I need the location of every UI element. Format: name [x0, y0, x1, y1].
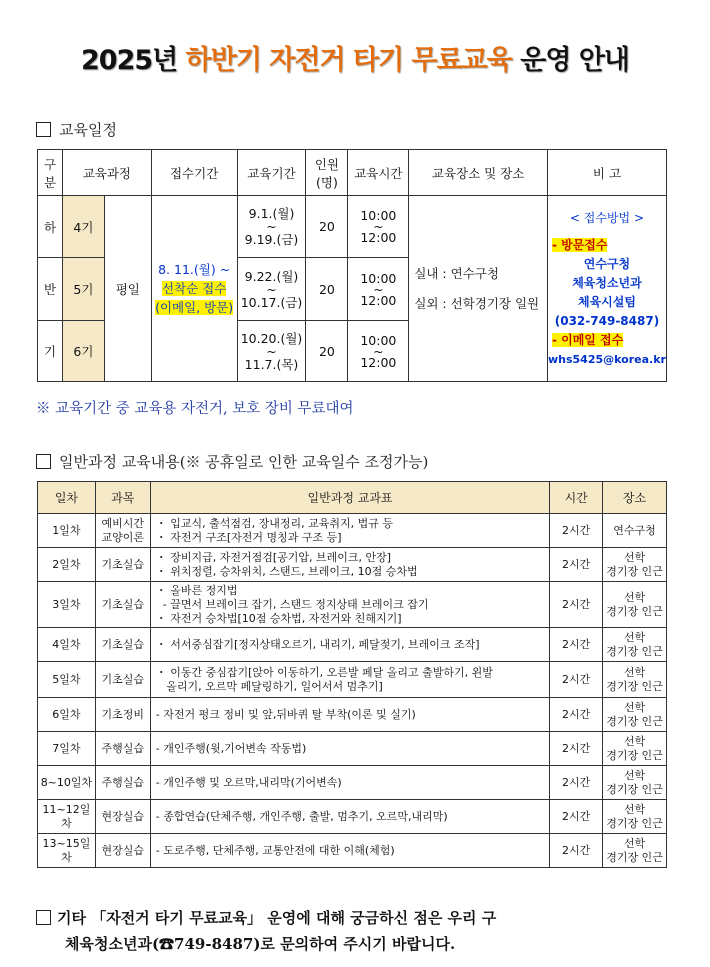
- gi-cell: 4기: [62, 196, 104, 258]
- location-cell: [603, 662, 667, 698]
- hours-cell: 2시간: [550, 698, 603, 732]
- content-line: - 개인주행(윗,기어변속 작동법): [155, 741, 307, 755]
- period-cell: [237, 321, 306, 382]
- content-line: - 끌면서 브레이크 잡기, 스탠드 정지상태 브레이크 잡기: [155, 597, 429, 611]
- location-cell: [603, 582, 667, 628]
- remarks-visit-place2: 체육청소년과: [572, 275, 642, 290]
- title-accent: 하반기 자전거 타기 무료교육: [185, 45, 512, 76]
- curriculum-row: [38, 662, 667, 698]
- hours-cell: 2시간: [550, 628, 603, 662]
- location-line: 경기장 인근: [606, 782, 663, 796]
- gi-cell: 5기: [62, 258, 104, 321]
- hours-cell: 2시간: [550, 514, 603, 548]
- content-line: 올리기, 오르막 페달링하기, 일어서서 멈추기]: [155, 679, 383, 693]
- subject-cell: [95, 800, 150, 834]
- location-line: 경기장 인근: [606, 816, 663, 830]
- subject-cell: [95, 766, 150, 800]
- curriculum-row: [38, 698, 667, 732]
- header-capacity-label: 인원(명): [314, 156, 339, 190]
- content-line: ・ 서서중심잡기[정지상태오르기, 내리기, 페달젖기, 브레이크 조작]: [155, 637, 480, 651]
- subject-line: 기초정비: [101, 707, 145, 721]
- header-course-label: 교육과정: [82, 165, 131, 181]
- location-cell: [603, 834, 667, 868]
- place-indoor: 실내 : 연수구청: [414, 265, 499, 281]
- day-cell: 8~10일차: [38, 766, 96, 800]
- gi-cell: 6기: [62, 321, 104, 382]
- subject-cell: [95, 662, 150, 698]
- content-cell: [150, 548, 550, 582]
- day-cell: 4일차: [38, 628, 96, 662]
- curriculum-row: [38, 834, 667, 868]
- header-period-label: 교육기간: [247, 165, 296, 181]
- subject-line: 예비시간: [101, 516, 145, 530]
- header-course: [62, 150, 151, 196]
- remarks-visit: - 방문접수: [551, 237, 608, 252]
- curriculum-row: [38, 514, 667, 548]
- section-curriculum-heading: [36, 451, 428, 472]
- curriculum-row: [38, 628, 667, 662]
- subject-line: 기초실습: [101, 597, 145, 611]
- equipment-note: ※ 교육기간 중 교육용 자전거, 보호 장비 무료대여: [36, 401, 354, 417]
- day-cell: 3일차: [38, 582, 96, 628]
- checkbox-icon: [36, 910, 51, 925]
- location-cell: [603, 732, 667, 766]
- reception-date: 8. 11.(월) ~: [158, 262, 231, 277]
- time-tilde: ~: [373, 281, 384, 297]
- period-start: 10.20.(월): [240, 330, 303, 346]
- day-cell: 7일차: [38, 732, 96, 766]
- title-year: 2025년: [81, 45, 178, 76]
- remarks-phone: (032-749-8487): [554, 313, 660, 328]
- subject-line: 기초실습: [101, 637, 145, 651]
- location-cell: [603, 800, 667, 834]
- header-hours: 시간: [550, 482, 603, 514]
- place-cell: [409, 196, 548, 382]
- location-line: 경기장 인근: [606, 850, 663, 864]
- gubun-cell: 기: [38, 321, 63, 382]
- time-cell: [348, 196, 409, 258]
- reception-cell: [151, 196, 237, 382]
- content-line: ・ 입교식, 출석점검, 장내정리, 교육취지, 법규 등: [155, 516, 393, 530]
- content-line: ・ 장비지급, 자전거점검[공기압, 브레이크, 안장]: [155, 550, 392, 564]
- content-cell: [150, 698, 550, 732]
- subject-line: 현장실습: [101, 809, 145, 823]
- header-place: [409, 150, 548, 196]
- remarks-email[interactable]: whs5425@korea.kr: [547, 352, 666, 366]
- header-capacity: [306, 150, 348, 196]
- time-start: 10:00: [360, 332, 397, 348]
- content-cell: [150, 732, 550, 766]
- header-location: 장소: [603, 482, 667, 514]
- subject-cell: [95, 628, 150, 662]
- time-end: 12:00: [360, 230, 397, 245]
- location-line: 선학: [623, 802, 646, 816]
- content-cell: [150, 800, 550, 834]
- remarks-visit-place3: 체육시설팀: [577, 294, 636, 309]
- period-end: 11.7.(목): [244, 356, 299, 372]
- header-gubun-label: 구분: [43, 156, 57, 190]
- header-content: 일반과정 교과표: [150, 482, 550, 514]
- schedule-row-4: [38, 196, 667, 258]
- hours-cell: 2시간: [550, 582, 603, 628]
- day-cell: 13~15일차: [38, 834, 96, 868]
- location-line: 경기장 인근: [606, 604, 663, 618]
- subject-line: 기초실습: [101, 672, 145, 686]
- time-cell: [348, 321, 409, 382]
- hours-cell: 2시간: [550, 834, 603, 868]
- page-title: [0, 38, 710, 77]
- day-cell: 11~12일차: [38, 800, 96, 834]
- course-type-cell: 평일: [104, 196, 151, 382]
- content-line: ・ 이동간 중심잡기[앉아 이동하기, 오른발 페달 올리고 출발하기, 왼발: [155, 665, 493, 679]
- footer-line1: 기타 「자전거 타기 무료교육」 운영에 대해 궁금하신 점은 우리 구: [57, 909, 497, 927]
- location-line: 선학: [623, 734, 646, 748]
- hours-cell: 2시간: [550, 766, 603, 800]
- content-line: ・ 올바른 정지법: [155, 583, 238, 597]
- footer-line2: 체육청소년과(☎749-8487)로 문의하여 주시기 바랍니다.: [65, 935, 456, 953]
- reception-method: (이메일, 방문): [155, 300, 234, 315]
- content-line: - 종합연습(단체주행, 개인주행, 출발, 멈추기, 오르막,내리막): [155, 809, 448, 823]
- content-cell: [150, 628, 550, 662]
- remarks-method-title: < 접수방법 >: [569, 210, 645, 225]
- hours-cell: 2시간: [550, 800, 603, 834]
- location-cell: [603, 698, 667, 732]
- period-tilde: ~: [266, 281, 277, 297]
- curriculum-table: [37, 481, 667, 868]
- hours-cell: 2시간: [550, 548, 603, 582]
- location-line: 선학: [623, 700, 646, 714]
- gubun-cell: 하: [38, 196, 63, 258]
- curriculum-body: [38, 514, 667, 868]
- location-cell: [603, 548, 667, 582]
- capacity-cell: 20: [306, 321, 348, 382]
- period-tilde: ~: [266, 343, 277, 359]
- location-cell: [603, 628, 667, 662]
- content-line: ・ 자전거 구조[자전거 명칭과 구조 등]: [155, 530, 342, 544]
- header-reception: [151, 150, 237, 196]
- content-cell: [150, 834, 550, 868]
- location-line: 선학: [623, 768, 646, 782]
- location-line: 선학: [623, 836, 646, 850]
- content-line: ・ 위치정렬, 승차위치, 스탠드, 브레이크, 10점 승차법: [155, 564, 418, 578]
- curriculum-row: [38, 766, 667, 800]
- time-cell: [348, 258, 409, 321]
- capacity-cell: 20: [306, 258, 348, 321]
- header-time-label: 교육시간: [354, 165, 403, 181]
- location-line: 선학: [623, 630, 646, 644]
- schedule-header-row: [38, 150, 667, 196]
- capacity-cell: 20: [306, 196, 348, 258]
- day-cell: 6일차: [38, 698, 96, 732]
- header-time: [348, 150, 409, 196]
- checkbox-icon: [36, 454, 51, 469]
- period-start: 9.1.(월): [248, 206, 295, 221]
- reception-first-come: 선착순 접수: [161, 281, 227, 296]
- header-remarks: [547, 150, 666, 196]
- time-end: 12:00: [360, 354, 397, 370]
- content-cell: [150, 514, 550, 548]
- content-line: - 자전거 펑크 정비 및 앞,뒤바퀴 탈 부착(이론 및 실기): [155, 707, 416, 721]
- header-reception-label: 접수기간: [169, 165, 219, 181]
- period-end: 10.17.(금): [240, 294, 303, 310]
- content-cell: [150, 766, 550, 800]
- curriculum-row: [38, 732, 667, 766]
- location-cell: [603, 766, 667, 800]
- content-line: - 개인주행 및 오르막,내리막(기어변속): [155, 775, 342, 789]
- hours-cell: 2시간: [550, 662, 603, 698]
- hours-cell: 2시간: [550, 732, 603, 766]
- location-line: 경기장 인근: [606, 644, 663, 658]
- curriculum-row: [38, 548, 667, 582]
- location-line: 경기장 인근: [606, 564, 663, 578]
- subject-cell: [95, 582, 150, 628]
- content-cell: [150, 662, 550, 698]
- content-line: - 도로주행, 단체주행, 교통안전에 대한 이해(체험): [155, 843, 395, 857]
- header-remarks-label: 비 고: [592, 165, 622, 181]
- time-tilde: ~: [373, 343, 384, 359]
- curriculum-header-row: [38, 482, 667, 514]
- period-cell: [237, 258, 306, 321]
- location-line: 연수구청: [613, 523, 656, 537]
- schedule-table: [37, 149, 667, 382]
- title-rest: 운영 안내: [520, 45, 629, 76]
- subject-cell: [95, 548, 150, 582]
- content-line: ・ 자전거 승차법[10점 승차법, 자전거와 친해지기]: [155, 611, 402, 625]
- subject-line: 현장실습: [101, 843, 145, 857]
- location-line: 선학: [623, 590, 646, 604]
- subject-line: 주행실습: [101, 741, 145, 755]
- place-outdoor: 실외 : 선학경기장 일원: [414, 295, 540, 311]
- location-cell: [603, 514, 667, 548]
- checkbox-icon: [36, 122, 51, 137]
- subject-cell: [95, 514, 150, 548]
- location-line: 선학: [623, 665, 646, 679]
- subject-line: 기초실습: [101, 557, 145, 571]
- footer-notice: [36, 905, 676, 957]
- location-line: 경기장 인근: [606, 748, 663, 762]
- remarks-cell: [547, 196, 666, 382]
- time-start: 10:00: [360, 270, 397, 286]
- day-cell: 1일차: [38, 514, 96, 548]
- subject-cell: [95, 834, 150, 868]
- header-day: 일차: [38, 482, 96, 514]
- location-line: 경기장 인근: [606, 714, 663, 728]
- header-period: [237, 150, 306, 196]
- day-cell: 2일차: [38, 548, 96, 582]
- location-line: 선학: [623, 550, 646, 564]
- gubun-cell: 반: [38, 258, 63, 321]
- period-tilde: ~: [266, 219, 277, 234]
- subject-cell: [95, 732, 150, 766]
- header-subject: 과목: [95, 482, 150, 514]
- day-cell: 5일차: [38, 662, 96, 698]
- section-schedule-label: 교육일정: [59, 121, 117, 139]
- period-start: 9.22.(월): [244, 268, 299, 284]
- time-tilde: ~: [373, 219, 384, 234]
- subject-line: 교양이론: [101, 530, 145, 544]
- header-gubun: [38, 150, 63, 196]
- section-schedule-heading: [36, 119, 117, 140]
- period-cell: [237, 196, 306, 258]
- time-start: 10:00: [360, 208, 397, 223]
- content-cell: [150, 582, 550, 628]
- curriculum-row: [38, 800, 667, 834]
- header-place-label: 교육장소 및 장소: [431, 165, 525, 181]
- subject-cell: [95, 698, 150, 732]
- remarks-visit-place1: 연수구청: [583, 256, 631, 271]
- period-end: 9.19.(금): [244, 232, 299, 247]
- curriculum-row: [38, 582, 667, 628]
- time-end: 12:00: [360, 292, 397, 308]
- location-line: 경기장 인근: [606, 679, 663, 693]
- remarks-email-label: - 이메일 접수: [551, 332, 624, 347]
- subject-line: 주행실습: [101, 775, 145, 789]
- section-curriculum-label: 일반과정 교육내용(※ 공휴일로 인한 교육일수 조정가능): [59, 453, 429, 471]
